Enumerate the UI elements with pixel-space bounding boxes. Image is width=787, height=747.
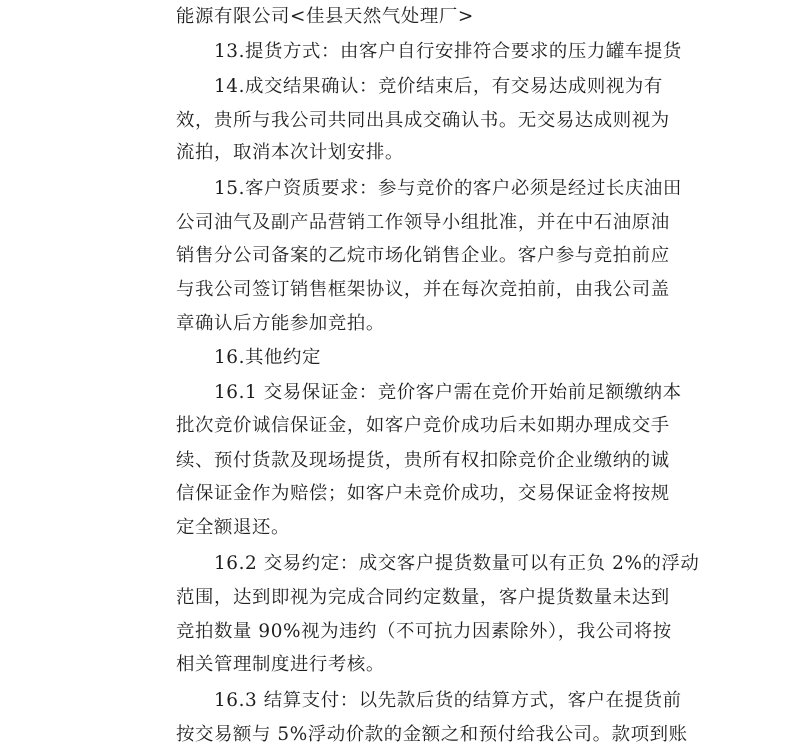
section-heading: 16.其他约定 xyxy=(214,347,322,368)
text-line: 流拍，取消本次计划安排。 xyxy=(176,142,404,163)
text-line: 章确认后方能参加竞拍。 xyxy=(176,313,385,334)
text-line: 批次竞价诚信保证金，如客户竞价成功后未如期办理成交手 xyxy=(176,415,670,436)
text-line: 13.提货方式：由客户自行安排符合要求的压力罐车提货 xyxy=(214,41,682,62)
text-line: 定全额退还。 xyxy=(176,517,290,538)
text-line: 16.3 结算支付：以先款后货的结算方式，客户在提货前 xyxy=(214,690,682,711)
text-line: 15.客户资质要求：参与竞价的客户必须是经过长庆油田 xyxy=(214,178,682,199)
text-line: 能源有限公司<佳县天然气处理厂> xyxy=(176,6,474,27)
text-line: 按交易额与 5%浮动价款的金额之和预付给我公司。款项到账 xyxy=(176,724,688,745)
text-line: 14.成交结果确认：竞价结束后，有交易达成则视为有 xyxy=(214,76,663,97)
text-line: 信保证金作为赔偿；如客户未竞价成功，交易保证金将按规 xyxy=(176,483,670,504)
text-line: 范围，达到即视为完成合同约定数量，客户提货数量未达到 xyxy=(176,587,670,608)
text-line: 16.2 交易约定：成交客户提货数量可以有正负 2%的浮动 xyxy=(214,553,700,574)
text-line: 相关管理制度进行考核。 xyxy=(176,654,385,675)
text-line: 与我公司签订销售框架协议，并在每次竞拍前，由我公司盖 xyxy=(176,279,670,300)
text-line: 公司油气及副产品营销工作领导小组批准，并在中石油原油 xyxy=(176,212,670,233)
text-line: 销售分公司备案的乙烷市场化销售企业。客户参与竞拍前应 xyxy=(176,245,670,266)
text-line: 竞拍数量 90%视为违约（不可抗力因素除外），我公司将按 xyxy=(176,621,672,642)
text-line: 续、预付货款及现场提货，贵所有权扣除竞价企业缴纳的诚 xyxy=(176,450,670,471)
text-line: 16.1 交易保证金：竞价客户需在竞价开始前足额缴纳本 xyxy=(214,382,682,403)
text-line: 效，贵所与我公司共同出具成交确认书。无交易达成则视为 xyxy=(176,110,670,131)
